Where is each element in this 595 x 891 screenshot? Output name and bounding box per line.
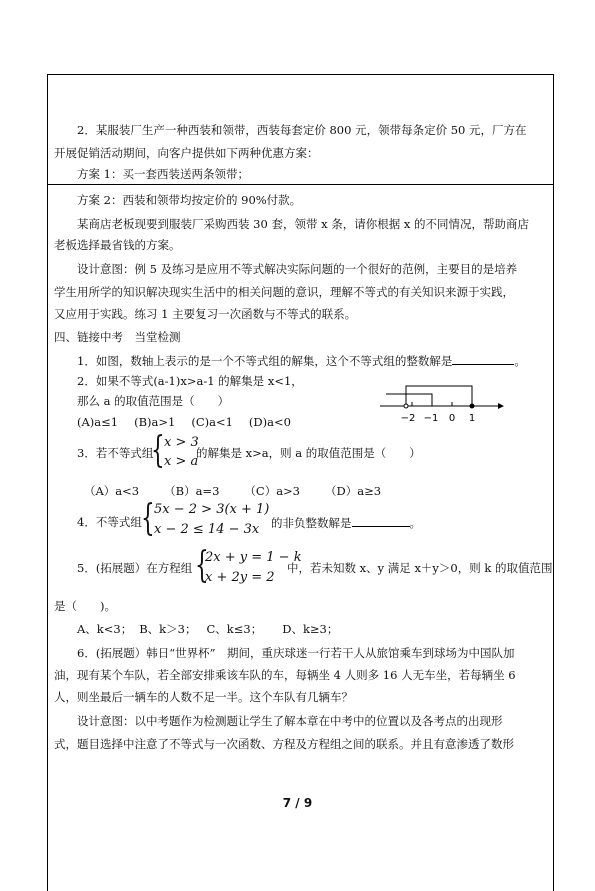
system-eq-1: x > 3	[164, 435, 199, 450]
option-b: B、k＞3；	[139, 622, 197, 636]
table-divider	[47, 184, 553, 185]
open-point	[404, 404, 408, 408]
option-c: C、k≤3；	[206, 622, 263, 636]
question-1-text: 1．如图，数轴上表示的是一个不等式组的解集，这个不等式组的整数解是	[77, 354, 453, 368]
system-eq-2: x > a	[164, 454, 199, 469]
page-number: 7 / 9	[282, 796, 313, 810]
question-3-options	[84, 483, 381, 499]
system-brace: {	[141, 498, 155, 539]
solution-bracket-lower	[386, 394, 432, 406]
question-4-post	[271, 514, 421, 531]
question-4-post-text: 的非负整数解是	[271, 516, 352, 530]
option-a: A、k<3；	[77, 622, 133, 636]
question-6-line1: 6．(拓展题）韩日“世界杯” 期间，重庆球迷一行若干人从旅馆乘车到球场为中国队加	[77, 646, 515, 660]
question-4-end: 。	[409, 516, 421, 530]
system-brace: {	[195, 545, 209, 586]
answer-blank	[352, 514, 410, 527]
solution-bracket-upper	[406, 386, 472, 406]
question-4-pre: 4．不等式组	[77, 515, 142, 529]
question-5-options	[77, 621, 338, 637]
tick-label-neg2: −2	[400, 413, 416, 424]
problem2-plan1: 方案 1：买一套西装送两条领带；	[77, 167, 249, 181]
problem2-question-line2: 老板选择最省钱的方案。	[54, 238, 181, 252]
problem2-plan2: 方案 2：西装和领带均按定价的 90%付款。	[77, 193, 302, 207]
system-brace: {	[151, 430, 165, 471]
question-5-tail: 是（ )。	[54, 599, 116, 613]
question-1-end: 。	[514, 354, 526, 368]
option-a: (A)a≤1	[77, 415, 119, 429]
question-3-post: 的解集是 x>a，则 a 的取值范围是（ ）	[196, 446, 421, 460]
tick-label-0: 0	[448, 413, 456, 424]
axis-arrow	[498, 403, 504, 409]
problem2-question-line1: 某商店老板现要到服装厂采购西装 30 套，领带 x 条，请你根据 x 的不同情况，帮助商店	[77, 217, 530, 231]
option-d: D、k≥3；	[282, 622, 339, 636]
question-5-pre: 5．(拓展题）在方程组	[77, 561, 193, 575]
design-intent-2-line1: 设计意图：以中考题作为检测题让学生了解本章在中考中的位置以及各考点的出现形	[77, 714, 503, 728]
system-eq-2: x + 2y = 2	[205, 570, 275, 585]
question-5-post: 中，若未知数 x、y 满足 x＋y＞0，则 k 的取值范围	[287, 561, 553, 575]
section-title: 四、链接中考 当堂检测	[54, 330, 181, 344]
question-6-line2: 油，现有某个车队，若全部安排乘该车队的车，每辆坐 4 人则多 16 人无车坐，若每辆坐 6	[54, 668, 516, 682]
option-c: （C）a>3	[244, 484, 300, 498]
design-intent-2-line2: 式，题目选择中注意了不等式与一次函数、方程及方程组之间的联系。并且有意渗透了数形	[54, 737, 514, 751]
question-2-line2: 那么 a 的取值范围是（ ）	[77, 394, 230, 408]
option-b: （B）a=3	[164, 484, 220, 498]
tick-label-neg1: −1	[423, 413, 439, 424]
option-d: （D）a≥3	[325, 484, 382, 498]
answer-blank	[452, 352, 514, 365]
option-b: (B)a>1	[134, 415, 176, 429]
question-3-pre: 3．若不等式组	[77, 446, 154, 460]
number-line-figure	[376, 380, 506, 428]
closed-point	[470, 404, 474, 408]
system-eq-1: 2x + y = 1 − k	[205, 550, 302, 565]
system-eq-1: 5x − 2 > 3(x + 1)	[154, 502, 270, 517]
system-eq-2: x − 2 ≤ 14 − 3x	[154, 522, 260, 537]
design-intent-1-line1: 设计意图：例 5 及练习是应用不等式解决实际问题的一个很好的范例，主要目的是培养	[77, 262, 518, 276]
question-6-line3: 人，则坐最后一辆车的人数不足一半。这个车队有几辆车？	[54, 690, 353, 704]
option-d: (D)a<0	[248, 415, 291, 429]
problem2-line1: 2．某服装厂生产一种西装和领带，西装每套定价 800 元，领带每条定价 50 元，厂方在	[77, 123, 527, 137]
question-1	[77, 352, 526, 369]
question-2-options	[77, 414, 291, 430]
option-c: (C)a<1	[191, 415, 233, 429]
problem2-line2: 开展促销活动期间，向客户提供如下两种优惠方案：	[54, 146, 319, 160]
question-2-line1: 2．如果不等式(a-1)x>a-1 的解集是 x<1，	[77, 374, 303, 388]
option-a: （A）a<3	[84, 484, 140, 498]
tick-label-1: 1	[468, 413, 476, 424]
design-intent-1-line3: 又应用于实践。练习 1 主要复习一次函数与不等式的联系。	[54, 307, 357, 321]
design-intent-1-line2: 学生用所学的知识解决现实生活中的相关问题的意识，理解不等式的有关知识来源于实践，	[54, 285, 514, 299]
